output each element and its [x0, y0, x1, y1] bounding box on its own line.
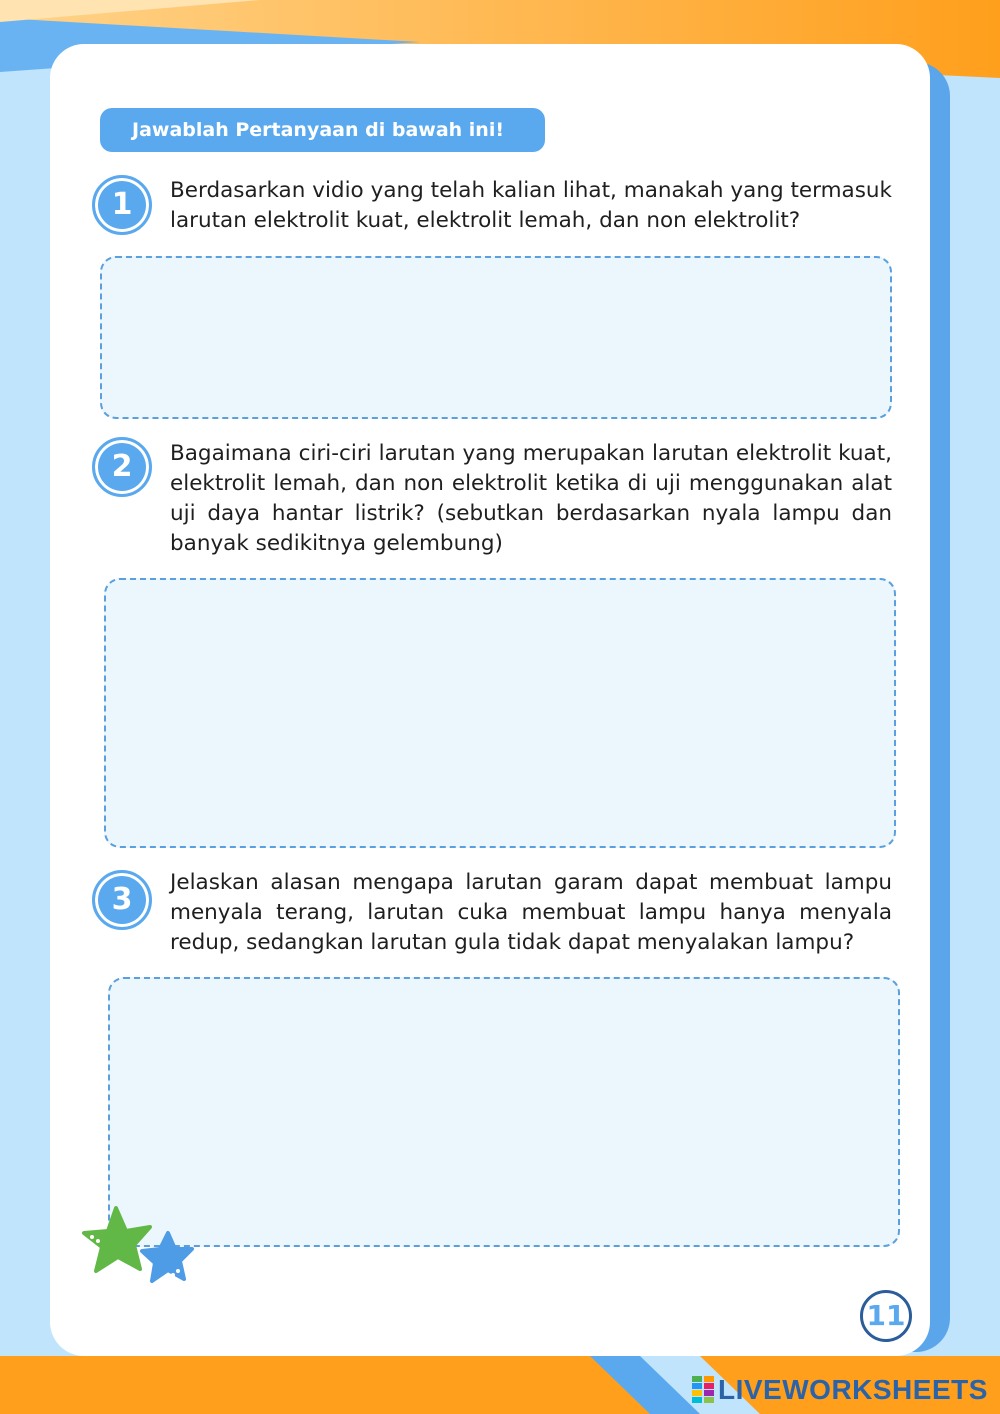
liveworksheets-brand [692, 1372, 988, 1408]
page-number: 11 [860, 1290, 912, 1342]
question-number-1: 1 [92, 175, 152, 235]
question-number-3: 3 [92, 870, 152, 930]
question-1-text: Berdasarkan vidio yang telah kalian lihat, manakah yang termasuk larutan elektrolit kuat, elektrolit lemah, dan non elektrolit? [170, 178, 892, 233]
stars-decoration [70, 1205, 200, 1295]
blue-star-icon [142, 1233, 192, 1281]
answer-box-1[interactable] [100, 256, 892, 419]
brand-name: LIVEWORKSHEETS [718, 1374, 988, 1405]
green-star-icon [84, 1208, 150, 1271]
question-number-2: 2 [92, 437, 152, 497]
liveworksheets-logo-icon [692, 1376, 714, 1404]
instruction-header: Jawablah Pertanyaan di bawah ini! [100, 108, 545, 152]
answer-box-2[interactable] [104, 578, 896, 848]
answer-box-3[interactable] [108, 977, 900, 1247]
question-3-text: Jelaskan alasan mengapa larutan garam dapat membuat lampu menyala terang, larutan cuka membuat lampu hanya menyala redup, sedangkan larutan gula tidak dapat menyalakan lampu? [170, 870, 892, 955]
question-2-text: Bagaimana ciri-ciri larutan yang merupakan larutan elektrolit kuat, elektrolit lemah, dan non elektrolit ketika di uji menggunakan alat uji daya hantar listrik? (sebutkan berdasarkan nyala lampu dan banyak sedikitnya gelembung) [170, 441, 892, 556]
